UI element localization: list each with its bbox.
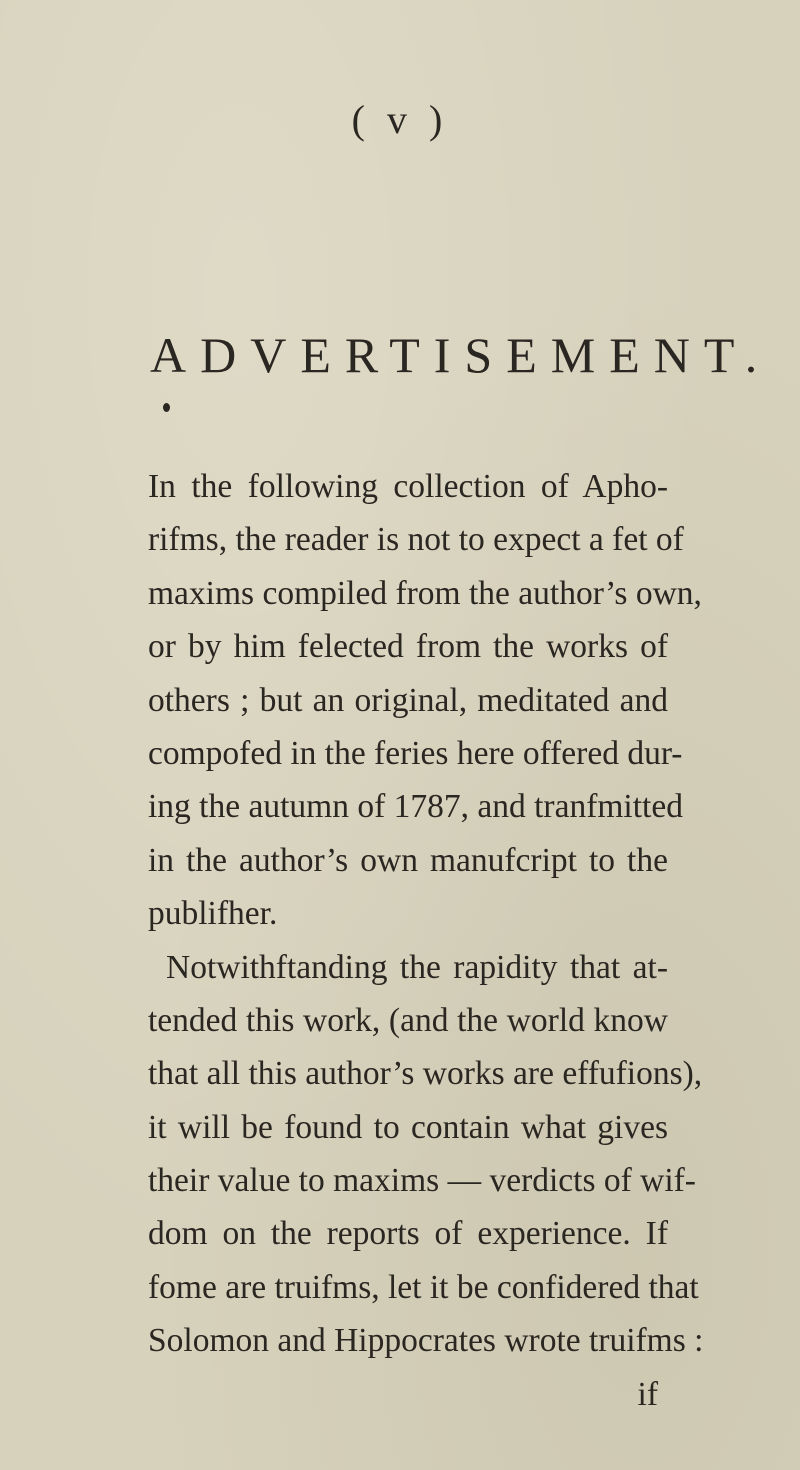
text-line: their value to maxims — verdicts of wif- bbox=[148, 1162, 696, 1200]
text-line: Notwithftanding the rapidity that at- bbox=[166, 948, 668, 986]
text-line: ing the autumn of 1787, and tranfmitted bbox=[148, 788, 683, 826]
text-line: rifms, the reader is not to expect a fet of bbox=[148, 521, 684, 559]
text-line: dom on the reports of experience. If bbox=[148, 1215, 668, 1253]
text-line: in the author’s own manufcript to the bbox=[148, 841, 668, 879]
page-number: ( v ) bbox=[351, 97, 449, 142]
text-line: or by him felected from the works of bbox=[148, 628, 668, 666]
text-line: compofed in the feries here offered dur- bbox=[148, 734, 683, 772]
page-heading: ADVERTISEMENT. bbox=[150, 327, 772, 383]
text-line: others ; but an original, meditated and bbox=[148, 681, 668, 719]
catchword: if bbox=[637, 1375, 658, 1413]
text-line: tended this work, (and the world know bbox=[148, 1001, 668, 1039]
body-text bbox=[148, 460, 704, 1421]
text-line: Solomon and Hippocrates wrote truifms : bbox=[148, 1322, 704, 1360]
text-line: fome are truifms, let it be confidered that bbox=[148, 1268, 699, 1306]
text-line: maxims compiled from the author’s own, bbox=[148, 574, 702, 612]
text-line: that all this author’s works are effufions), bbox=[148, 1055, 703, 1093]
ornament-dot bbox=[163, 403, 170, 412]
text-line: publifher. bbox=[148, 895, 278, 933]
text-line: it will be found to contain what gives bbox=[148, 1108, 668, 1146]
text-line: In the following collection of Apho- bbox=[148, 468, 668, 505]
